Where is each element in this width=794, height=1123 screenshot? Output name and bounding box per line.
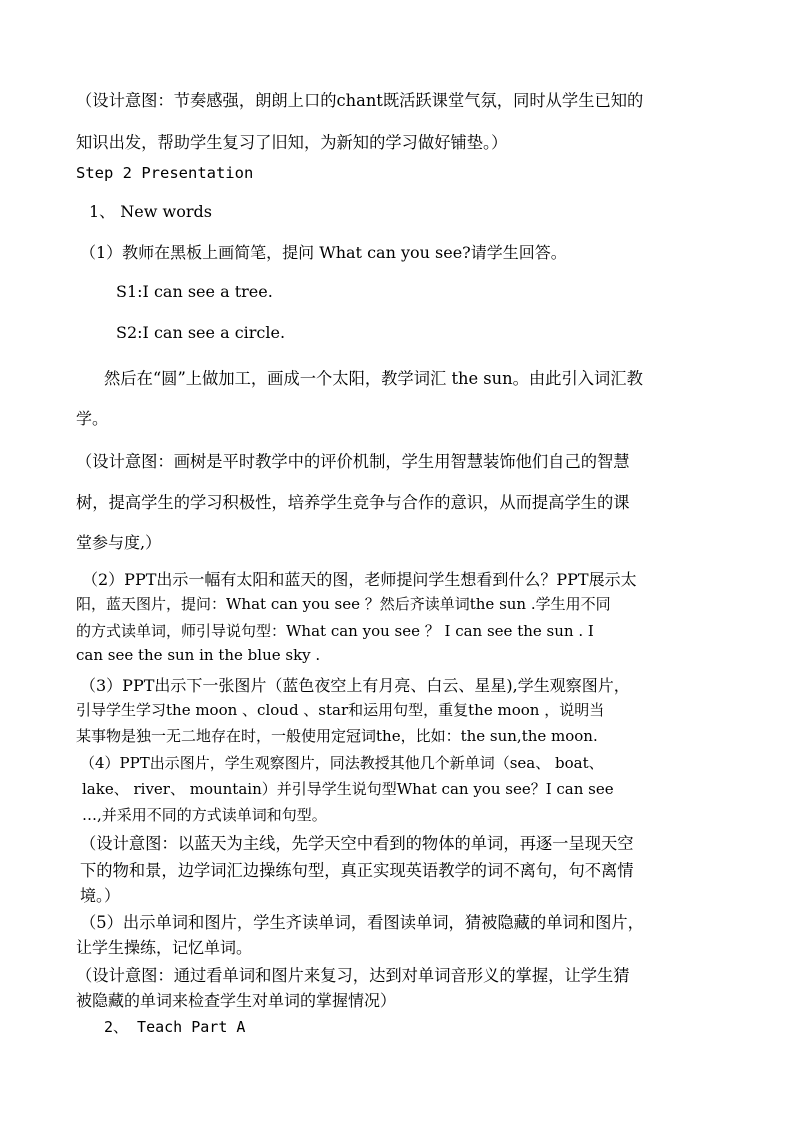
sub2-line-4: can see the sun in the blue sky . [76, 646, 321, 664]
sub3-line-2: 引导学生学习the moon 、cloud 、star和运用句型，重复the moon ，说明当 [76, 701, 605, 719]
sub3-line-3: 某事物是独一无二地存在时，一般使用定冠词the，比如：the sun,the moon. [76, 727, 598, 745]
design-intent-1-line-2: 知识出发，帮助学生复习了旧知，为新知的学习做好铺垫。） [76, 133, 508, 152]
design-intent-3-line-2: 下的物和景，边学词汇边操练句型，真正实现英语教学的词不离句，句不离情 [80, 861, 634, 880]
item2-heading: 2、 Teach Part A [104, 1018, 246, 1036]
step2-heading: Step 2 Presentation [76, 164, 254, 182]
sub5-line-1: （5）出示单词和图片，学生齐读单词，看图读单词，猜被隐藏的单词和图片， [80, 913, 644, 932]
design-intent-2-line-2: 树，提高学生的学习积极性，培养学生竞争与合作的意识，从而提高学生的课 [76, 493, 630, 512]
design-intent-2-line-3: 堂参与度,） [76, 533, 162, 552]
sub2-line-2: 阳，蓝天图片，提问：What can you see ？然后齐读单词the sun .学生用不同 [76, 595, 611, 613]
design-intent-3-line-1: （设计意图：以蓝天为主线，先学天空中看到的物体的单词，再逐一呈现天空 [80, 834, 634, 853]
sun-line-1: 然后在“圆”上做加工，画成一个太阳，教学词汇 the sun。由此引入词汇教 [104, 369, 643, 388]
student2-response: S2:I can see a circle. [116, 323, 286, 342]
design-intent-1-line-1: （设计意图：节奏感强，朗朗上口的chant既活跃课堂气氛，同时从学生已知的 [76, 91, 644, 110]
design-intent-4-line-1: （设计意图：通过看单词和图片来复习，达到对单词音形义的掌握，让学生猜 [76, 966, 630, 985]
design-intent-2-line-1: （设计意图：画树是平时教学中的评价机制，学生用智慧装饰他们自己的智慧 [76, 452, 630, 471]
sub5-line-2: 让学生操练，记忆单词。 [76, 938, 253, 957]
sub4-line-2: lake、 river、 mountain）并引导学生说句型What can you see？I can see [82, 780, 614, 798]
sub4-line-3: …,并采用不同的方式读单词和句型。 [82, 806, 327, 824]
sub2-line-3: 的方式读单词，师引导说句型：What can you see ？ I can see the sun . I [76, 622, 594, 640]
design-intent-4-line-2: 被隐藏的单词来检查学生对单词的掌握情况） [76, 991, 397, 1010]
item1-heading: 1、 New words [89, 202, 212, 221]
sub3-line-1: （3）PPT出示下一张图片（蓝色夜空上有月亮、白云、星星),学生观察图片， [80, 676, 630, 695]
sub4-line-1: （4）PPT出示图片，学生观察图片，同法教授其他几个新单词（sea、 boat、 [80, 754, 604, 772]
sub2-line-1: （2）PPT出示一幅有太阳和蓝天的图，老师提问学生想看到什么？PPT展示太 [82, 570, 637, 589]
student1-response: S1:I can see a tree. [116, 282, 273, 301]
design-intent-3-line-3: 境。） [80, 886, 121, 905]
sun-line-2: 学。 [76, 409, 109, 428]
sub1-line-1: （1）教师在黑板上画简笔，提问 What can you see?请学生回答。 [80, 243, 567, 262]
